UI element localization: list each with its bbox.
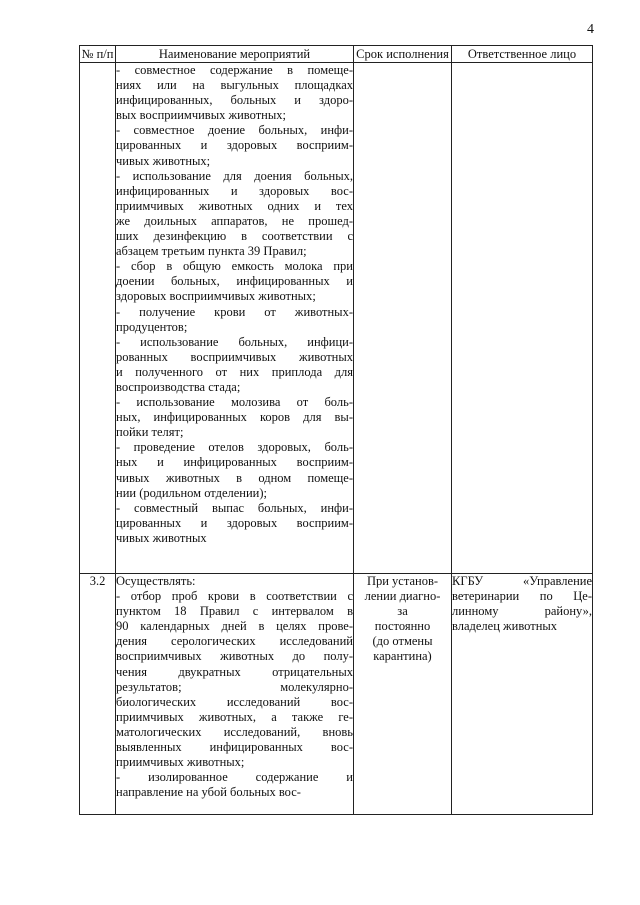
measure-text-line: - получение крови от животных- [116, 304, 353, 319]
measure-text-line: - проведение отелов здоровых, боль- [116, 440, 353, 455]
measure-text-line: ниях или на выгульных площадках [116, 78, 353, 93]
term-text-line: (до отмены [372, 634, 433, 649]
term-cell [354, 63, 452, 574]
header-responsible: Ответственное лицо [452, 46, 593, 63]
measure-text-line: абзацем третьим пункта 39 Правил; [116, 244, 307, 259]
measure-text-line: нии (родильном отделении); [116, 485, 268, 500]
measure-text-line: приимчивых животных; [116, 755, 245, 770]
measure-text-line: - отбор проб крови в соответствии с [116, 589, 353, 604]
responsible-text-line: ветеринарии по Це- [452, 589, 592, 604]
measure-text-line: ных и инфицированных восприим- [116, 455, 353, 470]
measure-text-line: 90 календарных дней в целях прове- [116, 619, 353, 634]
measure-text-line: ных, инфицированных коров для вы- [116, 410, 353, 425]
header-term: Срок исполнения [354, 46, 452, 63]
measure-text-line: здоровых восприимчивых животных; [116, 289, 316, 304]
measure-text-line: чивых животных в одном помеще- [116, 470, 353, 485]
measures-table [79, 45, 593, 815]
measure-text-line: матологических исследований, вновь [116, 724, 353, 739]
measure-text-line: же доильных аппаратов, не прошед- [116, 213, 353, 228]
responsible-text-line: КГБУ «Управление [452, 574, 592, 588]
term-text-line: за [397, 604, 408, 619]
measure-text-line: - использование молозива от боль- [116, 395, 353, 410]
measure-text-line: восприимчивых животных до полу- [116, 649, 353, 664]
measure-text-line: биологических исследований вос- [116, 694, 353, 709]
measure-text-line: - совместное доение больных, инфи- [116, 123, 353, 138]
measure-text-line: пунктом 18 Правил с интервалом в [116, 604, 353, 619]
responsible-text-line: линному району», [452, 604, 592, 619]
measure-text-line: чивых животных [116, 530, 207, 545]
term-text-line: лении диагно- [364, 589, 441, 604]
measure-text-line: инфицированных, больных и здоро- [116, 93, 353, 108]
page-number: 4 [587, 22, 594, 37]
measure-text-line: вых восприимчивых животных; [116, 108, 286, 123]
responsible-cell [452, 574, 593, 815]
measure-name-cell [116, 63, 354, 574]
measure-text-line: ших дезинфекцию в соответствии с [116, 229, 353, 244]
term-text-line: постоянно [374, 619, 431, 634]
measure-text-line: - использование для доения больных, [116, 168, 353, 183]
measure-name-cell [116, 574, 354, 815]
measure-text-line: Осуществлять: [116, 574, 196, 588]
responsible-text-line: владелец животных [452, 619, 558, 634]
measure-text-line: цированных и здоровых восприим- [116, 138, 353, 153]
measure-text-line: рованных восприимчивых животных [116, 349, 353, 364]
measure-text-line: - совместный выпас больных, инфи- [116, 500, 353, 515]
responsible-cell [452, 63, 593, 574]
measure-text-line: пойки телят; [116, 425, 184, 440]
measure-text-line: - совместное содержание в помеще- [116, 63, 353, 77]
measure-text-line: - изолированное содержание и [116, 770, 353, 785]
measure-text-line: воспроизводства стада; [116, 379, 241, 394]
table-row [80, 63, 593, 574]
row-number: 3.2 [80, 574, 116, 815]
measure-text-line: чения двукратных отрицательных [116, 664, 353, 679]
measure-text-line: цированных и здоровых восприим- [116, 515, 353, 530]
measure-text-line: - использование больных, инфици- [116, 334, 353, 349]
measure-text-line: и полученного от них приплода для [116, 364, 353, 379]
header-number: № п/п [80, 46, 116, 63]
measure-text-line: инфицированных и здоровых вос- [116, 183, 353, 198]
measure-text-line: приимчивых животных одних и тех [116, 198, 353, 213]
measure-text-line: выявленных инфицированных вос- [116, 740, 353, 755]
measure-text-line: дения серологических исследований [116, 634, 353, 649]
term-text-line: При установ- [366, 574, 439, 588]
table-row [80, 574, 593, 815]
header-measure-name: Наименование мероприятий [116, 46, 354, 63]
measure-text-line: продуцентов; [116, 319, 188, 334]
measure-text-line: результатов; молекулярно- [116, 679, 353, 694]
row-number [80, 63, 116, 574]
measure-text-line: чивых животных; [116, 153, 211, 168]
measure-text-line: приимчивых животных, а также ге- [116, 709, 353, 724]
term-cell [354, 574, 452, 815]
measure-text-line: направление на убой больных вос- [116, 785, 301, 800]
measure-text-line: - сбор в общую емкость молока при [116, 259, 353, 274]
table-header-row [80, 46, 593, 63]
term-text-line: карантина) [373, 649, 432, 664]
measure-text-line: доении больных, инфицированных и [116, 274, 353, 289]
